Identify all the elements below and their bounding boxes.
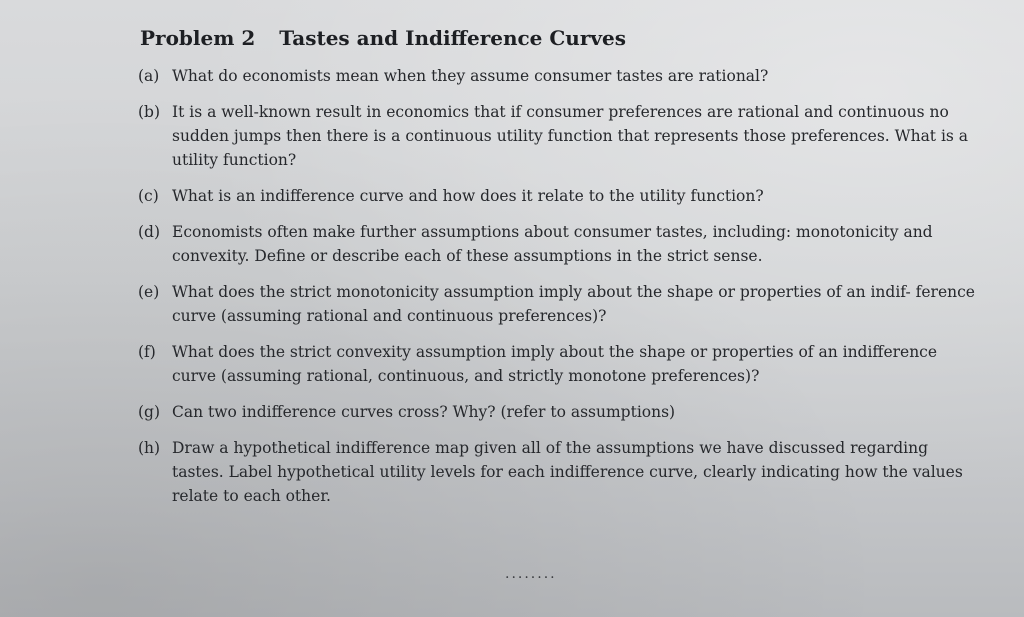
problem-label: (c)	[138, 187, 159, 205]
problem-item-g	[138, 400, 978, 424]
problem-number: Problem 2	[140, 26, 256, 50]
problem-label: (d)	[138, 223, 161, 241]
problem-item-e	[138, 280, 978, 328]
problem-text: What is an indifference curve and how does it relate to the utility function?	[172, 187, 764, 205]
section-end-dots: ........	[505, 566, 557, 582]
problem-text: What does the strict convexity assumption imply about the shape or properties of an indifference curve (assuming rational, continuous, and strictly monotone preferences)?	[172, 343, 938, 385]
problem-text: Draw a hypothetical indifference map given all of the assumptions we have discussed regarding tastes. Label hypothetical utility levels for each indifference curve, clearly indicating how the values relate to each other.	[172, 439, 963, 505]
problem-item-f	[138, 340, 978, 388]
problem-document	[138, 26, 978, 520]
problem-text: Can two indifference curves cross? Why? (refer to assumptions)	[172, 403, 676, 421]
problem-label: (h)	[138, 439, 161, 457]
problem-label: (e)	[138, 283, 160, 301]
problem-item-a	[138, 64, 978, 88]
problem-text: What do economists mean when they assume consumer tastes are rational?	[172, 67, 769, 85]
problem-text: What does the strict monotonicity assumption imply about the shape or properties of an indif- ference curve (assuming rational and continuous preferences)?	[172, 283, 975, 325]
problem-text: It is a well-known result in economics that if consumer preferences are rational and continuous no sudden jumps then there is a continuous utility function that represents those preferences. What is a utility function?	[172, 103, 969, 169]
problem-item-c	[138, 184, 978, 208]
problem-item-d	[138, 220, 978, 268]
problem-label: (f)	[138, 343, 156, 361]
problem-item-b	[138, 100, 978, 172]
problem-title: Tastes and Indifference Curves	[279, 26, 626, 50]
problem-list	[138, 64, 978, 508]
problem-label: (g)	[138, 403, 161, 421]
problem-text: Economists often make further assumptions about consumer tastes, including: monotonicity and convexity. Define or describe each of these assumptions in the strict sense.	[172, 223, 933, 265]
problem-label: (a)	[138, 67, 160, 85]
problem-heading	[140, 26, 978, 50]
problem-item-h	[138, 436, 978, 508]
problem-label: (b)	[138, 103, 161, 121]
